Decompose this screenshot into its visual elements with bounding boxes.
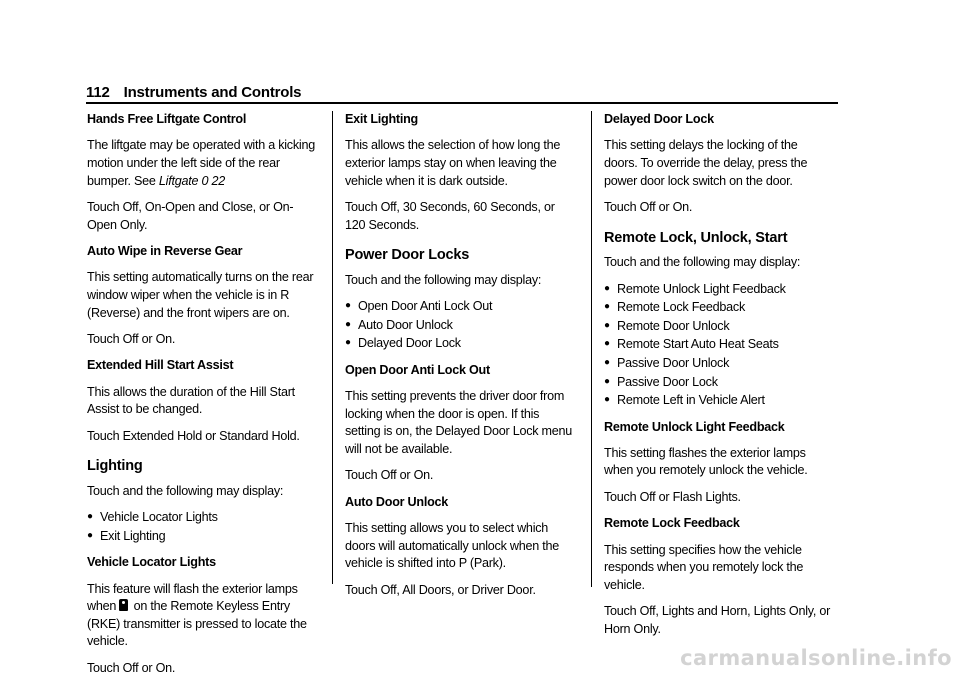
remote-list bbox=[604, 281, 834, 410]
list-item: ● Remote Lock Feedback bbox=[604, 299, 834, 317]
section-heading-lighting: Lighting bbox=[87, 458, 143, 475]
paragraph: Touch Off or Flash Lights. bbox=[604, 489, 741, 504]
list-item: ● Remote Unlock Light Feedback bbox=[604, 281, 834, 299]
paragraph: Touch Off or On. bbox=[87, 660, 176, 675]
list-item: ● Remote Door Unlock bbox=[604, 318, 834, 336]
subheading: Vehicle Locator Lights bbox=[87, 555, 216, 570]
lighting-list bbox=[87, 509, 317, 545]
page-number: 112 bbox=[86, 84, 110, 101]
column-3 bbox=[604, 111, 834, 647]
column-divider bbox=[591, 111, 592, 587]
paragraph: This allows the selection of how long the exterior lamps stay on when leaving the vehicle when it is dark outside. bbox=[345, 138, 561, 188]
section-heading-remote: Remote Lock, Unlock, Start bbox=[604, 229, 788, 246]
paragraph: Touch Off or On. bbox=[604, 199, 693, 214]
paragraph: Touch Off or On. bbox=[345, 468, 434, 483]
list-item: ● Delayed Door Lock bbox=[345, 335, 575, 353]
column-1 bbox=[87, 111, 317, 686]
section-heading-power-door-locks: Power Door Locks bbox=[345, 247, 470, 264]
paragraph: This setting automatically turns on the rear window wiper when the vehicle is in R (Reverse) and the front wipers are on. bbox=[87, 270, 314, 320]
list-item: ● Auto Door Unlock bbox=[345, 317, 575, 335]
paragraph: Touch and the following may display: bbox=[87, 483, 284, 498]
paragraph: Touch Extended Hold or Standard Hold. bbox=[87, 428, 300, 443]
subheading: Exit Lighting bbox=[345, 112, 419, 126]
paragraph: This setting prevents the driver door from locking when the door is open. If this setting is on, the Delayed Door Lock menu will not be available. bbox=[345, 389, 573, 456]
paragraph: Touch and the following may display: bbox=[604, 255, 801, 270]
paragraph: Touch Off, On-Open and Close, or On-Open Only. bbox=[87, 199, 294, 232]
subheading: Delayed Door Lock bbox=[604, 112, 714, 126]
section-title: Instruments and Controls bbox=[123, 84, 302, 101]
paragraph: Touch Off, All Doors, or Driver Door. bbox=[345, 582, 536, 597]
subheading: Auto Wipe in Reverse Gear bbox=[87, 243, 243, 258]
list-item: ● Remote Left in Vehicle Alert bbox=[604, 392, 834, 410]
paragraph: This setting specifies how the vehicle responds when you remotely lock the vehicle. bbox=[604, 542, 804, 592]
list-item: ● Remote Start Auto Heat Seats bbox=[604, 336, 834, 354]
power-door-locks-list bbox=[345, 298, 575, 353]
page-header bbox=[86, 84, 301, 101]
header-rule bbox=[86, 102, 838, 104]
subheading: Auto Door Unlock bbox=[345, 494, 449, 509]
list-item: ● Vehicle Locator Lights bbox=[87, 509, 317, 527]
column-divider bbox=[332, 111, 333, 584]
paragraph: Touch Off, Lights and Horn, Lights Only, or Horn Only. bbox=[604, 604, 831, 636]
paragraph: This allows the duration of the Hill Start Assist to be changed. bbox=[87, 384, 295, 417]
subheading: Open Door Anti Lock Out bbox=[345, 362, 490, 377]
liftgate-link[interactable]: Liftgate 0 22 bbox=[158, 173, 225, 188]
watermark: carmanualsonline.info bbox=[680, 646, 952, 670]
subheading: Extended Hill Start Assist bbox=[87, 358, 234, 373]
subheading: Hands Free Liftgate Control bbox=[87, 112, 247, 126]
paragraph: Touch Off, 30 Seconds, 60 Seconds, or 120 Seconds. bbox=[345, 199, 555, 232]
list-item: ● Passive Door Lock bbox=[604, 374, 834, 392]
subheading: Remote Unlock Light Feedback bbox=[604, 419, 785, 434]
paragraph: The liftgate may be operated with a kicking motion under the left side of the rear bumper. See Liftgate 0 22 bbox=[87, 138, 315, 188]
column-2 bbox=[345, 111, 575, 608]
paragraph: Touch Off or On. bbox=[87, 331, 176, 346]
paragraph: This feature will flash the exterior lamps when on the Remote Keyless Entry (RKE) transmitter is pressed to locate the vehicle. bbox=[87, 581, 307, 649]
list-item: ● Exit Lighting bbox=[87, 528, 317, 546]
paragraph: This setting flashes the exterior lamps when you remotely unlock the vehicle. bbox=[604, 445, 808, 478]
list-item: ● Passive Door Unlock bbox=[604, 355, 834, 373]
paragraph: This setting delays the locking of the doors. To override the delay, press the power door lock switch on the door. bbox=[604, 138, 808, 188]
key-fob-icon bbox=[119, 599, 128, 611]
list-item: ● Open Door Anti Lock Out bbox=[345, 298, 575, 316]
subheading: Remote Lock Feedback bbox=[604, 516, 740, 531]
paragraph: Touch and the following may display: bbox=[345, 272, 542, 287]
paragraph: This setting allows you to select which doors will automatically unlock when the vehicle is shifted into P (Park). bbox=[345, 521, 560, 571]
